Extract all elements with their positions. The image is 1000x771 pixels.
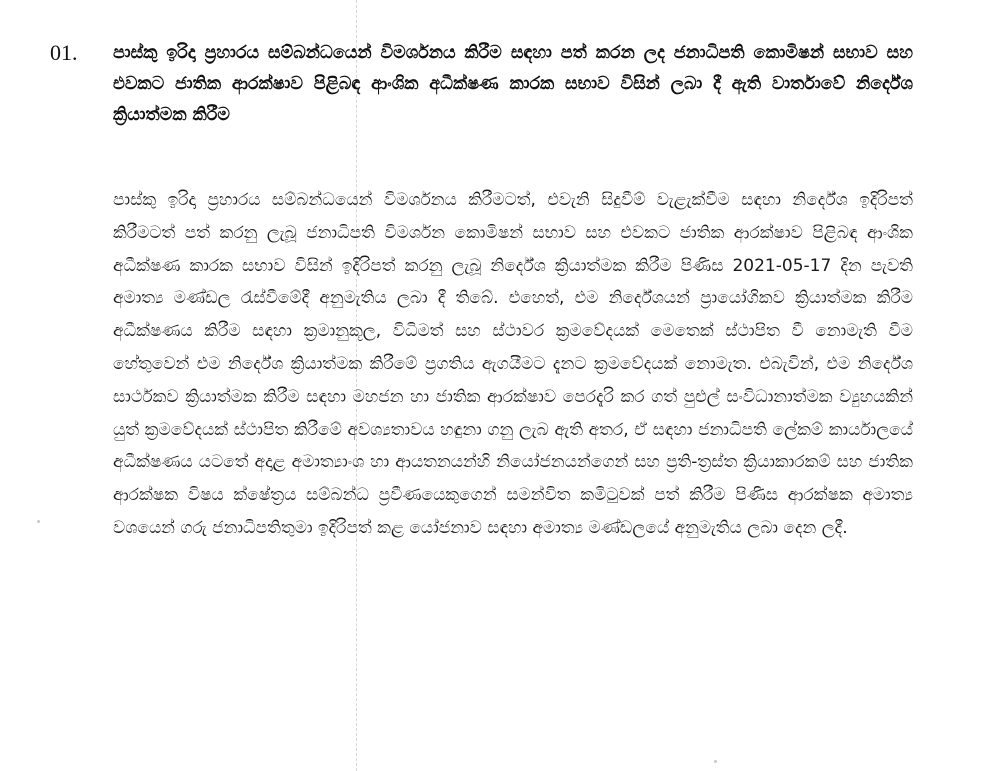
- scan-speck: [714, 760, 717, 763]
- item-heading: පාස්කු ඉරිදා ප්‍රහාරය සම්බන්ධයෙන් විමර්ශනය කිරීම සඳහා පත් කරන ලද ජනාධිපති කොමිෂන් සභාව සහ එවකට ජාතික ආරක්ෂාව පිළිබඳ ආංශික අධීක්ෂණ කාරක සභාව විසින් ලබා දී ඇති වාර්තාවේ නිර්දේශ ක්‍රියාත්මක කිරීම: [113, 43, 913, 125]
- item-number: 01.: [50, 40, 78, 65]
- item-body-paragraph: පාස්කු ඉරිදා ප්‍රහාරය සම්බන්ධයෙන් විමර්ශනය කිරීමටත්, එවැනි සිදුවීම් වැළැක්වීම සඳහා නිර්දේශ ඉදිරිපත් කිරීමටත් පත් කරනු ලැබූ ජනාධිපති විමර්ශන කොමිෂන් සභාව සහ එවකට ජාතික ආරක්ෂාව පිළිබඳ ආංශික අධීක්ෂණ කාරක සභාව විසින් ඉදිරිපත් කරනු ලැබූ නිර්දේශ ක්‍රියාත්මක කිරීම පිණිස 2021-05-17 දින පැවති අමාත්‍ය මණ්ඩල රැස්වීමේදී අනුමැතිය ලබා දී තිබේ. එහෙත්, එම නිර්දේශයන් ප්‍රායෝගිකව ක්‍රියාත්මක කිරීම අධීක්ෂණය කිරීම සඳහා ක්‍රමානුකූල, විධිමත් සහ ස්ථාවර ක්‍රමවේදයක් මෙතෙක් ස්ථාපිත වී නොමැති වීම හේතුවෙන් එම නිර්දේශ ක්‍රියාත්මක කිරීමේ ප්‍රගතිය ඇගයීමට දැනට ක්‍රමවේදයක් නොමැත. එබැවින්, එම නිර්දේශ සාර්ථකව ක්‍රියාත්මක කිරීම සඳහා මහජන හා ජාතික ආරක්ෂාව පෙරදැරි කර ගත් පුළුල් සංවිධානාත්මක ව්‍යුහයකින් යුත් ක්‍රමවේදයක් ස්ථාපිත කිරීමේ අවශ්‍යතාවය හඳුනා ගනු ලැබ ඇති අතර, ඒ සඳහා ජනාධිපති ලේකම් කාර්යාලයේ අධීක්ෂණය යටතේ අදාළ අමාත්‍යාංශ හා ආයතනයන්හි නියෝජනයන්ගෙන් සහ ප්‍රති-ත්‍රස්ත ක්‍රියාකාරකම් සහ ජාතික ආරක්ෂක විෂය ක්ෂේත්‍රය සම්බන්ධ ප්‍රවීණයෙකුගෙන් සමන්විත කමිටුවක් පත් කිරීම පිණිස ආරක්ෂක අමාත්‍ය වශයෙන් ගරු ජනාධිපතිතුමා ඉදිරිපත් කළ යෝජනාව සඳහා අමාත්‍ය මණ්ඩලයේ අනුමැතිය ලබා දෙන ලදී.: [113, 190, 913, 538]
- scan-speck: [37, 520, 40, 523]
